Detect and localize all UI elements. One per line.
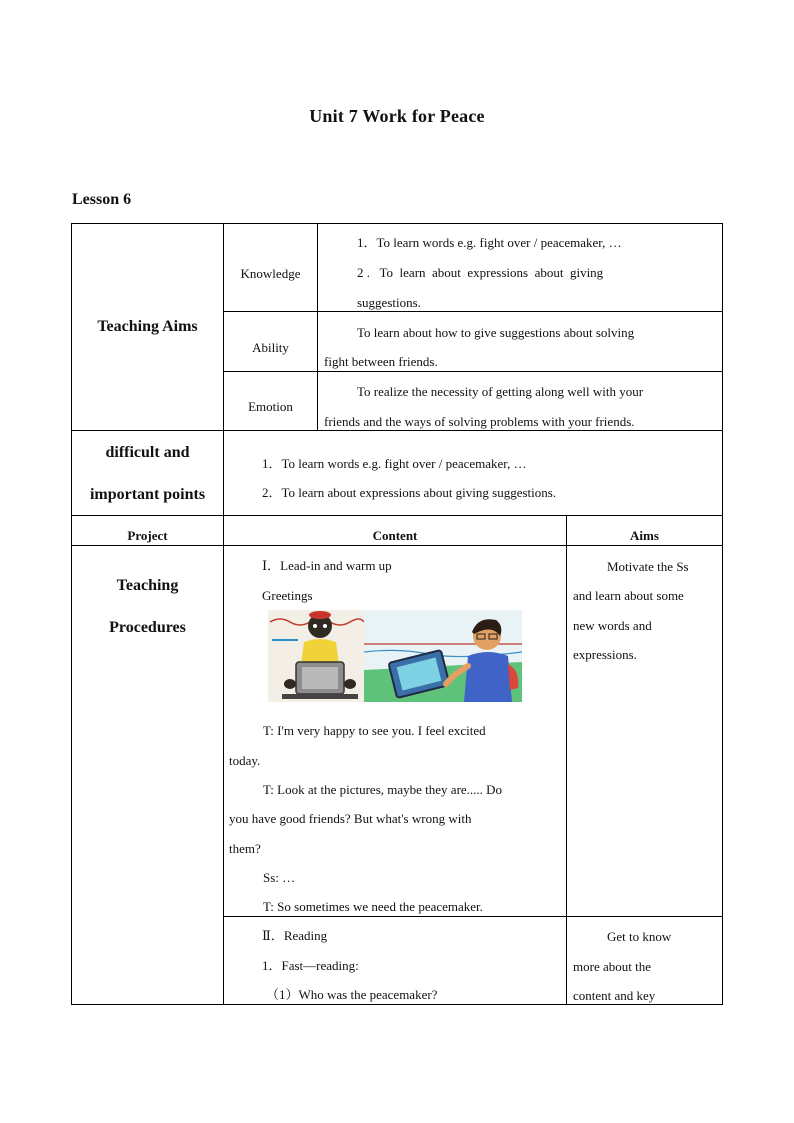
teacher-line-1: T: I'm very happy to see you. I feel excited (263, 723, 486, 738)
aim-step-2-line-1: Get to know (607, 929, 672, 944)
teacher-line-1-cont: today. (229, 753, 261, 768)
knowledge-item-2: 2 . To learn about expressions about giving (357, 265, 604, 280)
procedures-heading-cont: Procedures (109, 619, 186, 636)
aim-step-1-line-4: expressions. (573, 647, 637, 662)
column-header-aims: Aims (630, 528, 659, 543)
knowledge-label: Knowledge (240, 266, 301, 281)
teacher-line-2-end: them? (229, 841, 261, 856)
step-lead-in-title: Ⅰ．Lead-in and warm up (262, 558, 392, 573)
lesson-label: Lesson 6 (72, 191, 132, 208)
aim-step-2-line-3: content and key (573, 988, 656, 1003)
teacher-line-2-cont: you have good friends? But what's wrong with (229, 811, 472, 826)
points-heading: difficult and (105, 444, 190, 461)
emotion-label: Emotion (248, 399, 293, 414)
aim-step-1-line-3: new words and (573, 618, 652, 633)
page-title: Unit 7 Work for Peace (309, 106, 485, 126)
aim-step-1-line-1: Motivate the Ss (607, 559, 689, 574)
ability-text-cont: fight between friends. (324, 354, 438, 369)
column-header-content: Content (372, 528, 418, 543)
procedures-heading: Teaching (116, 577, 179, 594)
column-header-project: Project (127, 528, 168, 543)
question-1: （1）Who was the peacemaker? (266, 987, 438, 1002)
aim-step-1-line-2: and learn about some (573, 588, 684, 603)
knowledge-item-1: 1．To learn words e.g. fight over / peacemaker, … (357, 235, 622, 250)
emotion-text-cont: friends and the ways of solving problems with your friends. (324, 414, 635, 429)
points-heading-cont: important points (89, 486, 206, 503)
friends-illustration (268, 610, 522, 702)
aim-step-2-line-2: more about the (573, 959, 651, 974)
knowledge-item-2-cont: suggestions. (357, 295, 421, 310)
teaching-aims-heading: Teaching Aims (97, 318, 198, 335)
points-item-1: 1．To learn words e.g. fight over / peacemaker, … (262, 456, 527, 471)
teacher-line-3: T: So sometimes we need the peacemaker. (263, 899, 483, 914)
teacher-line-2: T: Look at the pictures, maybe they are..... Do (263, 782, 503, 797)
step-reading-title: Ⅱ．Reading (262, 928, 328, 943)
points-item-2: 2．To learn about expressions about giving suggestions. (262, 485, 557, 500)
fast-reading-label: 1．Fast—reading: (262, 958, 359, 973)
ability-text: To learn about how to give suggestions about solving (357, 325, 635, 340)
ability-label: Ability (252, 340, 289, 355)
students-line: Ss: … (263, 870, 296, 885)
greetings-text: Greetings (262, 588, 313, 603)
emotion-text: To realize the necessity of getting along well with your (357, 384, 644, 399)
